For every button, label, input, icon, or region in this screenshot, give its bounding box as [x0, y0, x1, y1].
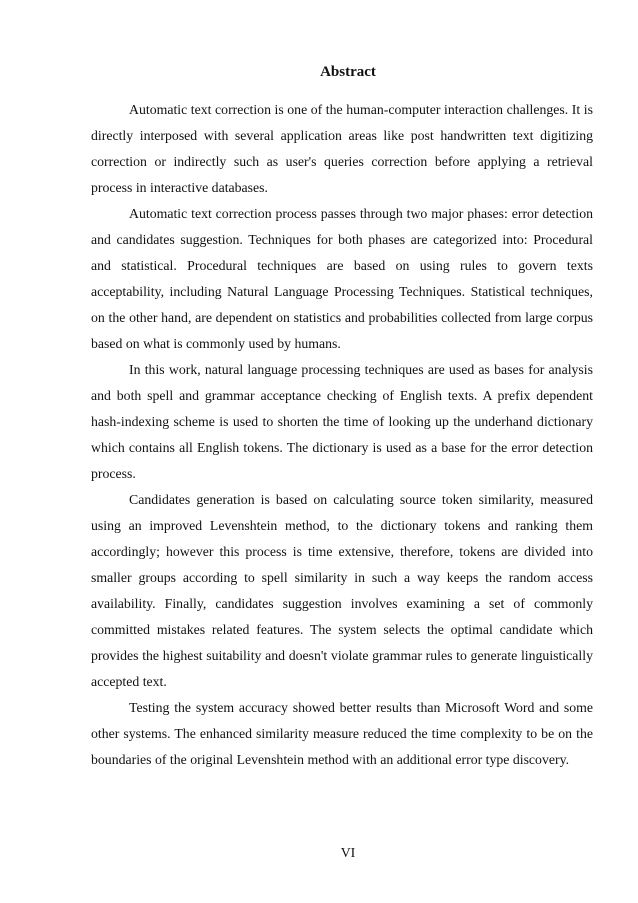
abstract-paragraph-4: Candidates generation is based on calculating source token similarity, measured using an improved Levenshtein method, to the dictionary tokens and ranking them accordingly; however this process is time extensive, therefore, tokens are divided into smaller groups according to spell similarity in such a way keeps the random access availability. Finally, candidates suggestion involves examining a set of commonly committed mistakes related features. The system selects the optimal candidate which provides the highest suitability and doesn't violate grammar rules to generate linguistically accepted text.: [91, 492, 593, 689]
abstract-title: Abstract: [320, 64, 376, 80]
abstract-paragraph-1: Automatic text correction is one of the human-computer interaction challenges. It is directly interposed with several application areas like post handwritten text digitizing correction or indirectly such as user's queries correction before applying a retrieval process in interactive databases.: [91, 102, 593, 195]
abstract-paragraph-5: Testing the system accuracy showed better results than Microsoft Word and some other systems. The enhanced similarity measure reduced the time complexity to be on the boundaries of the original Levenshtein method with an additional error type discovery.: [91, 700, 593, 767]
abstract-paragraph-3: In this work, natural language processing techniques are used as bases for analysis and both spell and grammar acceptance checking of English texts. A prefix dependent hash-indexing scheme is used to shorten the time of looking up the underhand dictionary which contains all English tokens. The dictionary is used as a base for the error detection process.: [91, 362, 593, 481]
page-number: VI: [340, 845, 356, 860]
abstract-body: [91, 97, 593, 773]
abstract-paragraph-2: Automatic text correction process passes through two major phases: error detection and candidates suggestion. Techniques for both phases are categorized into: Procedural and statistical. Procedural techniques are based on using rules to govern texts acceptability, including Natural Language Processing Techniques. Statistical techniques, on the other hand, are dependent on statistics and probabilities collected from large corpus based on what is commonly used by humans.: [91, 206, 593, 351]
